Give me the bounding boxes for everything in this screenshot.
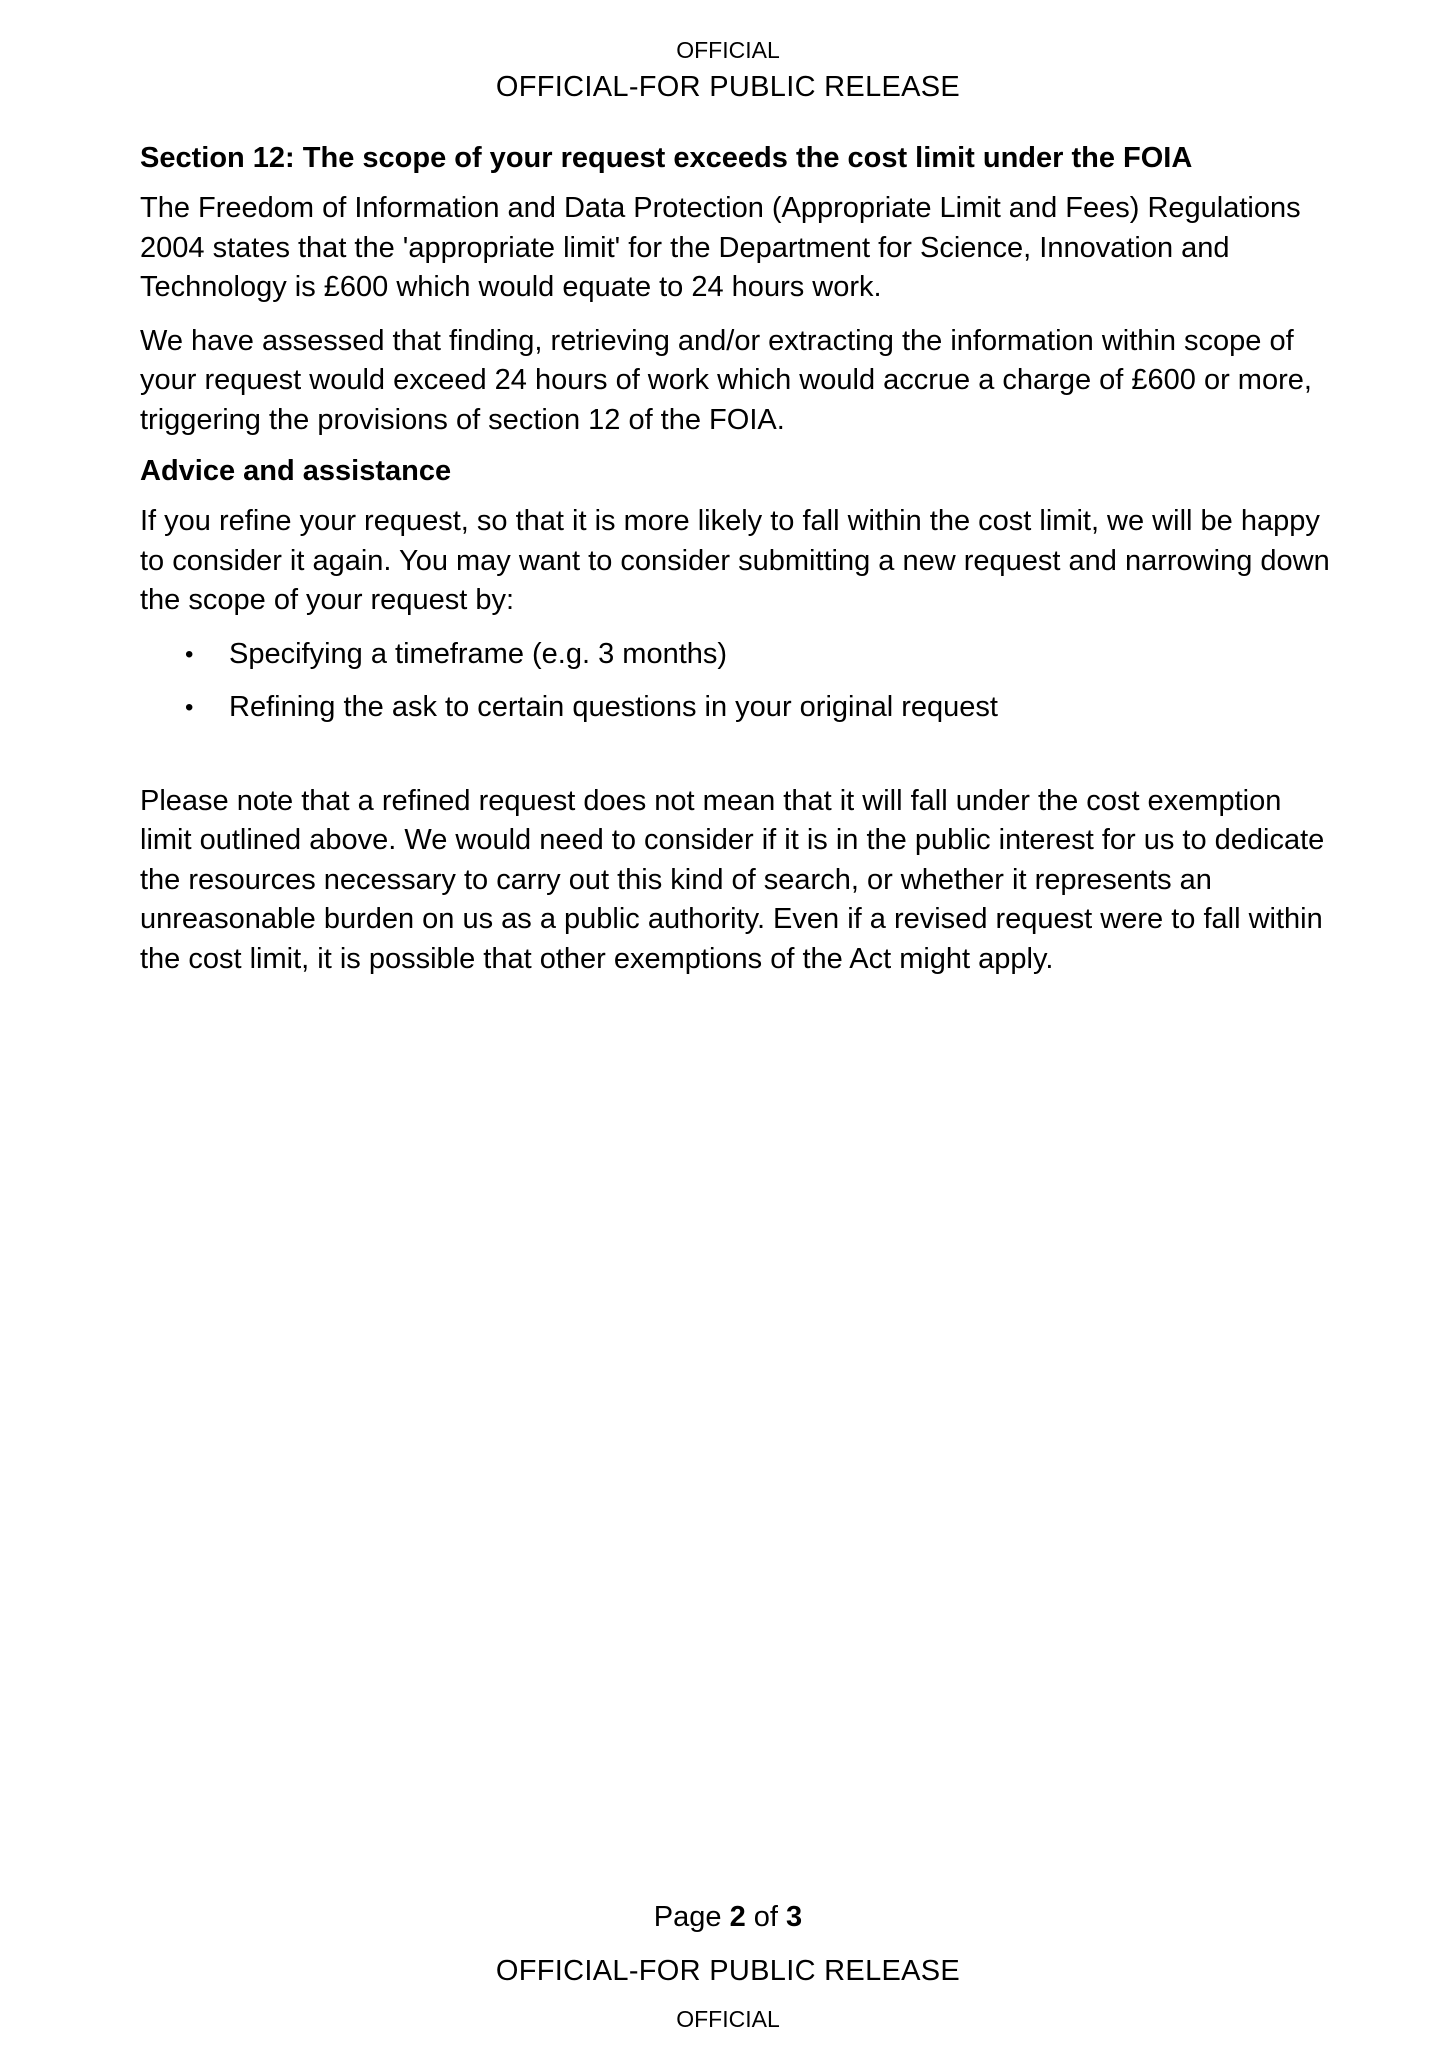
footer-classification-marking: OFFICIAL xyxy=(676,2006,780,2032)
paragraph-appropriate-limit: The Freedom of Information and Data Protection (Appropriate Limit and Fees) Regulations 2004 states that the 'appropriate limit' for the Department for Science, Innovation and Technology is £600 which would equate to 24 hours work. xyxy=(140,192,1301,303)
header-release-marking: OFFICIAL-FOR PUBLIC RELEASE xyxy=(495,71,961,103)
paragraph-cost-assessment: We have assessed that finding, retrieving and/or extracting the information within scope of your request would exceed 24 hours of work which would accrue a charge of £600 or more, triggering the provisions of section 12 of the FOIA. xyxy=(140,324,1312,436)
paragraph-refined-request-note: Please note that a refined request does not mean that it will fall under the cost exemption limit outlined above. We would need to consider if it is in the public interest for us to dedicate the resources necessary to carry out this kind of search, or whether it represents an unreasonable burden on us as a public authority. Even if a revised request were to fall within the cost limit, it is possible that other exemptions of the Act might apply. xyxy=(140,784,1325,975)
document-body xyxy=(140,141,1340,993)
page-separator: of xyxy=(745,1901,787,1933)
refinement-list xyxy=(140,635,1340,728)
list-item-text: Refining the ask to certain questions in your original request xyxy=(229,691,998,723)
advice-heading: Advice and assistance xyxy=(140,455,452,487)
footer-release-marking: OFFICIAL-FOR PUBLIC RELEASE xyxy=(495,1955,961,1987)
page-current: 2 xyxy=(729,1901,746,1933)
section-heading: Section 12: The scope of your request exceeds the cost limit under the FOIA xyxy=(140,142,1193,174)
header-classification-marking: OFFICIAL xyxy=(676,37,780,63)
paragraph-refine-request: If you refine your request, so that it is more likely to fall within the cost limit, we will be happy to consider it again. You may want to consider submitting a new request and narrowing down the scope of your request by: xyxy=(140,505,1330,616)
bullet-icon: • xyxy=(185,640,194,668)
page-prefix: Page xyxy=(653,1901,730,1933)
list-item-text: Specifying a timeframe (e.g. 3 months) xyxy=(229,637,728,670)
bullet-icon: • xyxy=(185,694,194,721)
page-number xyxy=(0,1903,1456,1932)
page-total: 3 xyxy=(786,1901,803,1933)
list-item xyxy=(140,635,1340,675)
list-item xyxy=(140,688,1340,728)
